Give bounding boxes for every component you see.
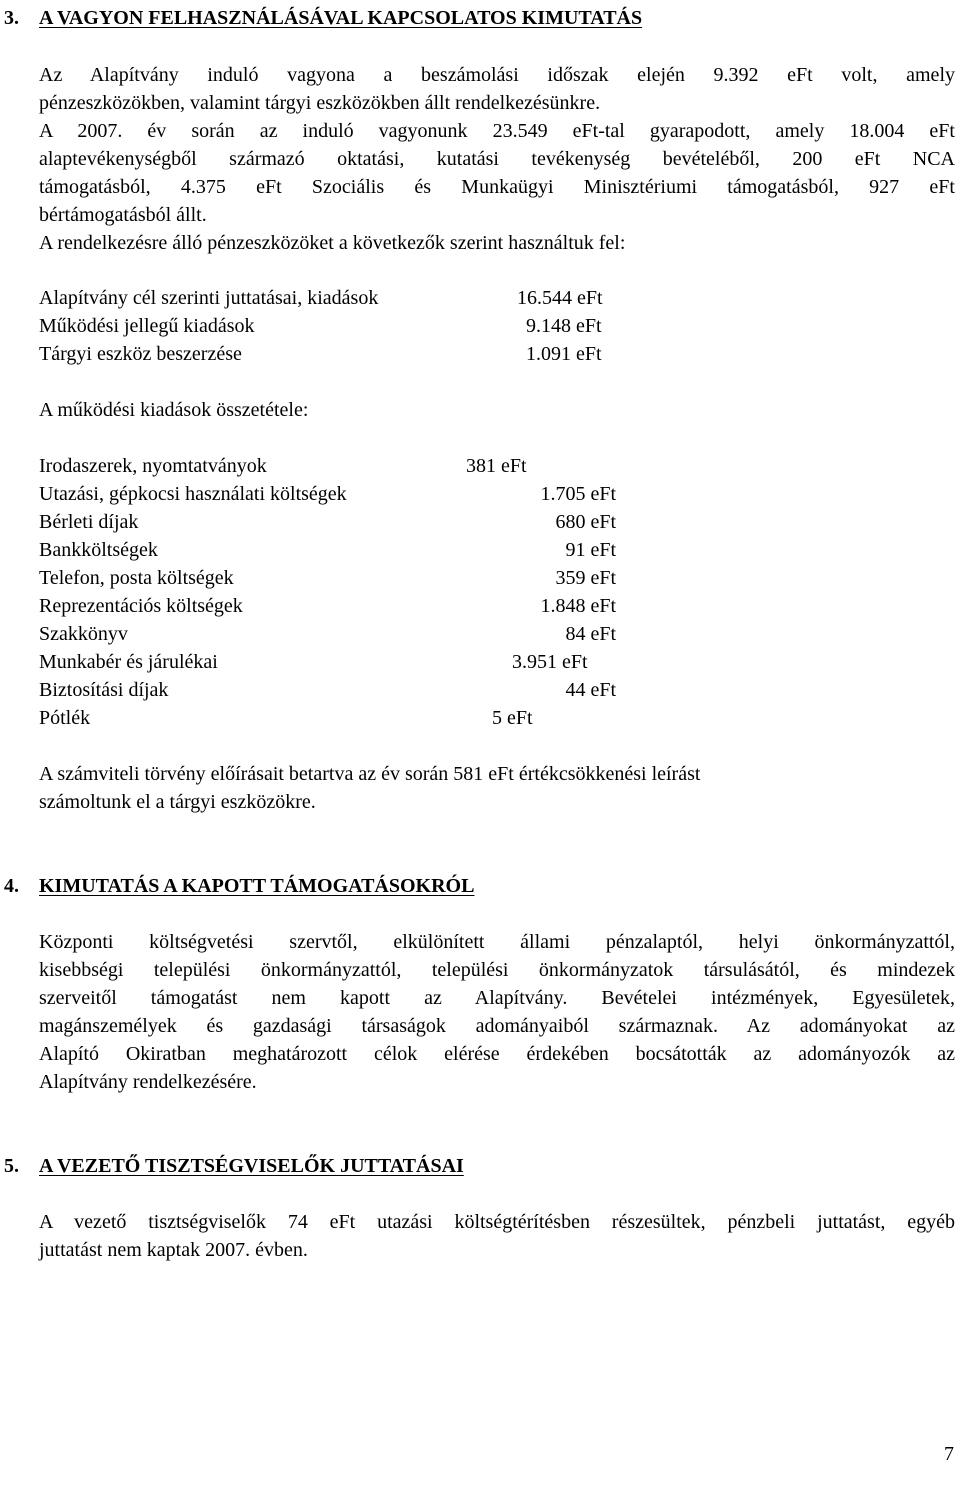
section-4-line: Alapító Okiratban meghatározott célok elérése érdekében bocsátották az adományozók az [39,1043,955,1065]
intro-line: bértámogatásból állt. [39,204,207,226]
cost-label: Reprezentációs költségek [39,595,243,617]
usage-label: Működési jellegű kiadások [39,315,255,337]
section-3-intro [39,61,955,257]
cost-value: 5 eFt [492,707,533,729]
usage-label: Alapítvány cél szerinti juttatásai, kiadások [39,287,379,309]
cost-value: 381 eFt [466,455,527,477]
section-3-number: 3. [4,7,19,29]
section-5-number: 5. [4,1155,19,1177]
cost-label: Bankköltségek [39,539,158,561]
cost-label: Szakkönyv [39,623,128,645]
intro-line: támogatásból, 4.375 eFt Szociális és Munkaügyi Minisztériumi támogatásból, 927 eFt [39,176,955,198]
cost-value: 680 eFt [555,511,616,533]
section-4-line: kisebbségi települési önkormányzattól, települési önkormányzatok társulásától, és mindezek [39,959,955,981]
intro-line: A rendelkezésre álló pénzeszközöket a következők szerint használtuk fel: [39,232,626,254]
cost-label: Munkabér és járulékai [39,651,218,673]
section-4-title: KIMUTATÁS A KAPOTT TÁMOGATÁSOKRÓL [39,875,475,897]
cost-value: 1.848 eFt [540,595,616,617]
section-4-number: 4. [4,875,19,897]
cost-label: Pótlék [39,707,91,729]
cost-label: Biztosítási díjak [39,679,169,701]
section-5-paragraph [39,1208,955,1264]
section-5-line: A vezető tisztségviselők 74 eFt utazási költségtérítésben részesültek, pénzbeli juttatást, egyéb [39,1211,955,1233]
usage-value: 1.091 eFt [526,343,602,365]
composition-title: A működési kiadások összetétele: [39,399,309,421]
section-3-title: A VAGYON FELHASZNÁLÁSÁVAL KAPCSOLATOS KIMUTATÁS [39,7,643,29]
usage-label: Tárgyi eszköz beszerzése [39,343,242,365]
section-4-line: Központi költségvetési szervtől, elkülönített állami pénzalaptól, helyi önkormányzattól, [39,931,955,953]
cost-label: Bérleti díjak [39,511,139,533]
intro-line: pénzeszközökben, valamint tárgyi eszközökben állt rendelkezésünkre. [39,92,601,114]
usage-value: 9.148 eFt [526,315,602,337]
intro-line: Az Alapítvány induló vagyona a beszámolási időszak elején 9.392 eFt volt, amely [39,64,955,86]
cost-value: 84 eFt [565,623,616,645]
cost-value: 359 eFt [555,567,616,589]
page-number: 7 [944,1443,954,1465]
section-4-paragraph [39,928,955,1096]
cost-label: Telefon, posta költségek [39,567,234,589]
cost-value: 44 eFt [565,679,616,701]
section-4-line: Alapítvány rendelkezésére. [39,1071,257,1093]
section-5-title: A VEZETŐ TISZTSÉGVISELŐK JUTTATÁSAI [39,1155,464,1177]
section-4-line: magánszemélyek és gazdasági társaságok adományaiból származnak. Az adományokat az [39,1015,955,1037]
cost-label: Utazási, gépkocsi használati költségek [39,483,347,505]
cost-value: 1.705 eFt [540,483,616,505]
depreciation-line: számoltunk el a tárgyi eszközökre. [39,791,316,813]
cost-label: Irodaszerek, nyomtatványok [39,455,267,477]
intro-line: alaptevékenységből származó oktatási, kutatási tevékenység bevételéből, 200 eFt NCA [39,148,955,170]
usage-value: 16.544 eFt [517,287,603,309]
depreciation-paragraph [39,760,700,816]
cost-value: 91 eFt [565,539,616,561]
depreciation-line: A számviteli törvény előírásait betartva az év során 581 eFt értékcsökkenési leírást [39,763,701,785]
section-4-line: szerveitől támogatást nem kapott az Alapítvány. Bevételei intézmények, Egyesületek, [39,987,955,1009]
intro-line: A 2007. év során az induló vagyonunk 23.549 eFt-tal gyarapodott, amely 18.004 eFt [39,120,955,142]
section-5-line: juttatást nem kaptak 2007. évben. [39,1239,308,1261]
cost-value: 3.951 eFt [512,651,588,673]
